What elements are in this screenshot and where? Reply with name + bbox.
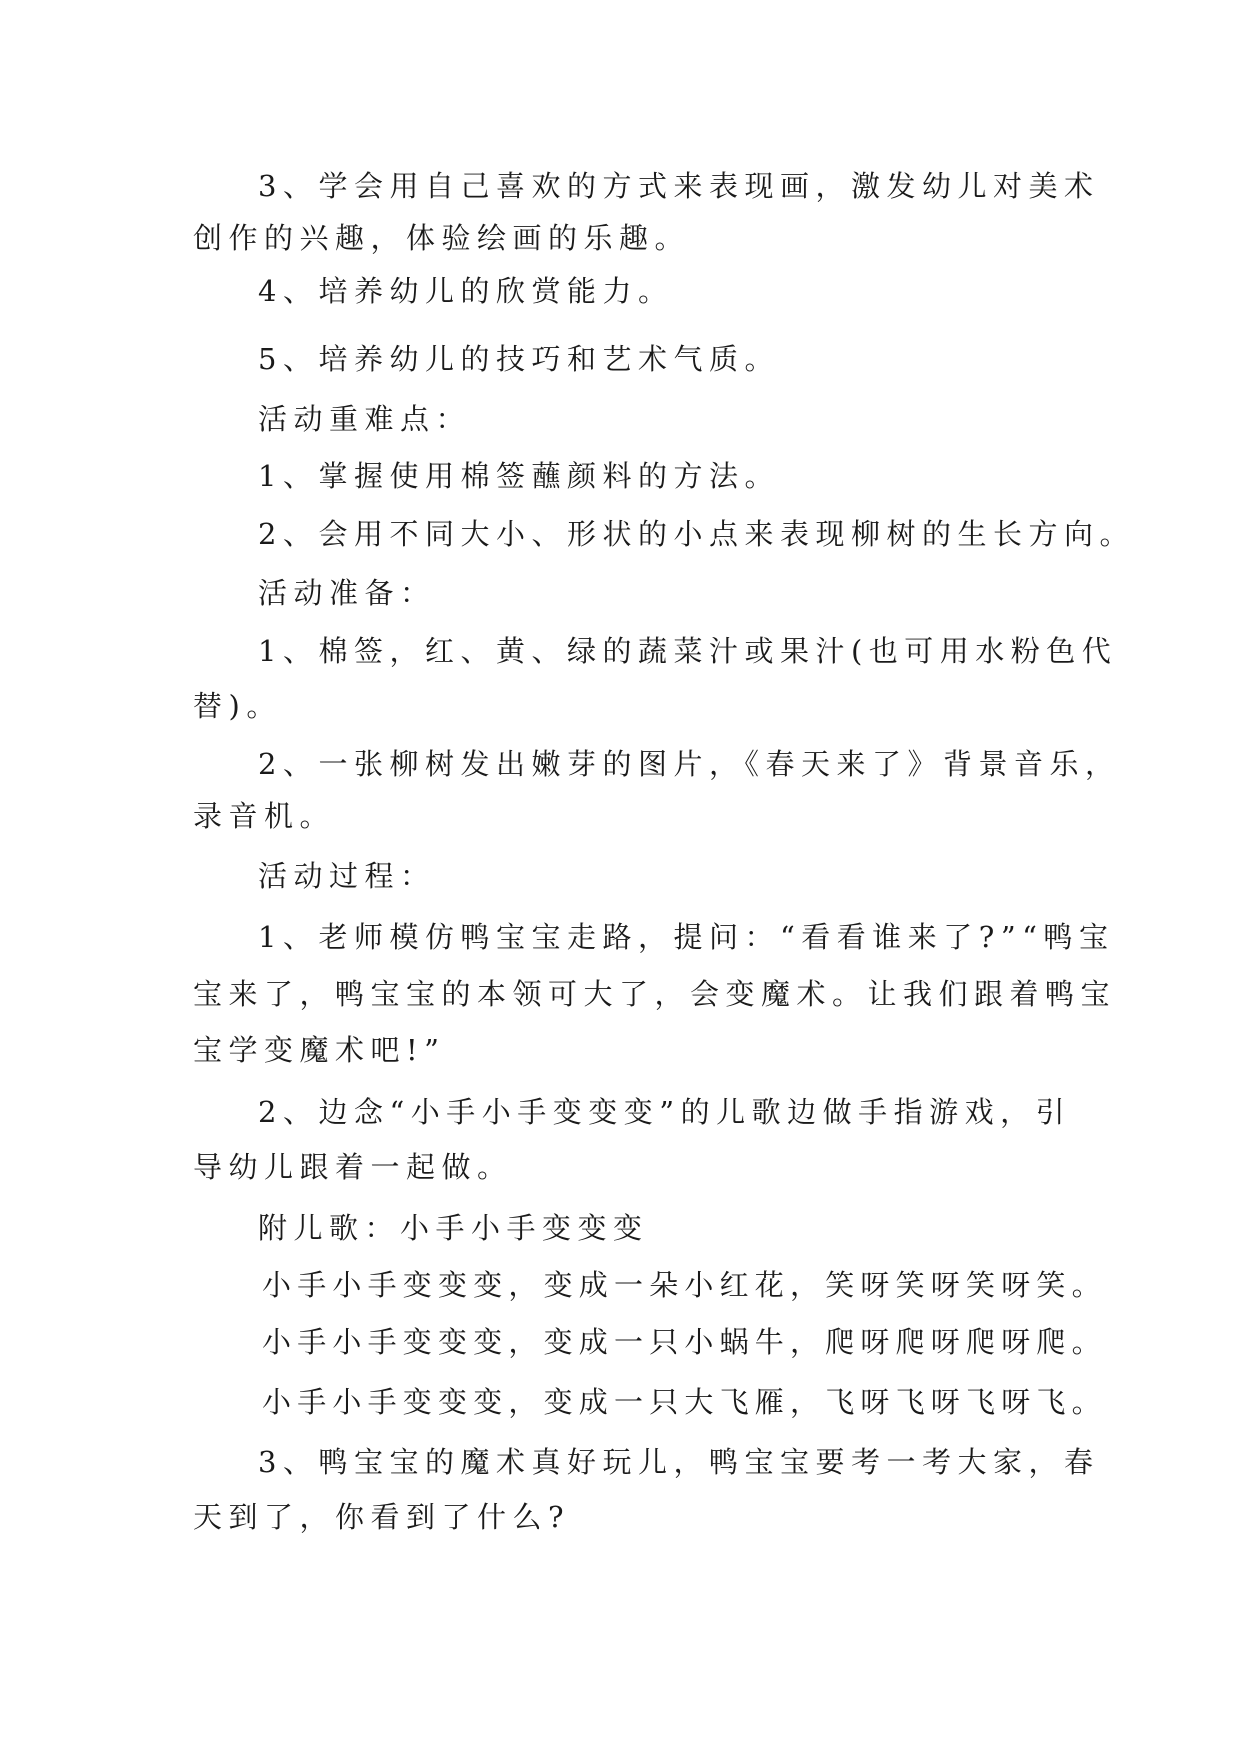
- text-line: 3、鸭宝宝的魔术真好玩儿，鸭宝宝要考一考大家，春: [258, 1445, 1100, 1479]
- song-line: 小手小手变变变，变成一朵小红花，笑呀笑呀笑呀笑。: [262, 1268, 1107, 1302]
- text-line: 替)。: [193, 689, 282, 723]
- section-heading: 活动过程：: [258, 859, 436, 893]
- text-line: 导幼儿跟着一起做。: [193, 1150, 513, 1184]
- text-line: 3、学会用自己喜欢的方式来表现画，激发幼儿对美术: [258, 169, 1100, 203]
- text-line: 1、掌握使用棉签蘸颜料的方法。: [258, 459, 780, 493]
- text-line: 1、老师模仿鸭宝宝走路，提问：“看看谁来了?”“鸭宝: [258, 920, 1115, 954]
- text-line: 创作的兴趣，体验绘画的乐趣。: [193, 221, 691, 255]
- song-line: 小手小手变变变，变成一只大飞雁，飞呀飞呀飞呀飞。: [262, 1385, 1107, 1419]
- text-line: 天到了，你看到了什么?: [193, 1500, 571, 1534]
- song-line: 小手小手变变变，变成一只小蜗牛，爬呀爬呀爬呀爬。: [262, 1325, 1107, 1359]
- text-line: 4、培养幼儿的欣赏能力。: [258, 274, 674, 308]
- text-line: 5、培养幼儿的技巧和艺术气质。: [258, 342, 780, 376]
- section-heading: 活动重难点：: [258, 402, 472, 436]
- text-line: 2、会用不同大小、形状的小点来表现柳树的生长方向。: [258, 517, 1135, 551]
- text-line: 宝来了，鸭宝宝的本领可大了，会变魔术。让我们跟着鸭宝: [193, 977, 1117, 1011]
- section-heading: 活动准备：: [258, 576, 436, 610]
- text-line: 1、棉签，红、黄、绿的蔬菜汁或果汁(也可用水粉色代: [258, 634, 1118, 668]
- text-line: 宝学变魔术吧!”: [193, 1033, 446, 1067]
- text-line: 录音机。: [193, 799, 336, 833]
- text-line: 2、一张柳树发出嫩芽的图片，《春天来了》背景音乐，: [258, 747, 1121, 781]
- text-line: 2、边念“小手小手变变变”的儿歌边做手指游戏，引: [258, 1095, 1072, 1129]
- song-title: 附儿歌：小手小手变变变: [258, 1211, 649, 1245]
